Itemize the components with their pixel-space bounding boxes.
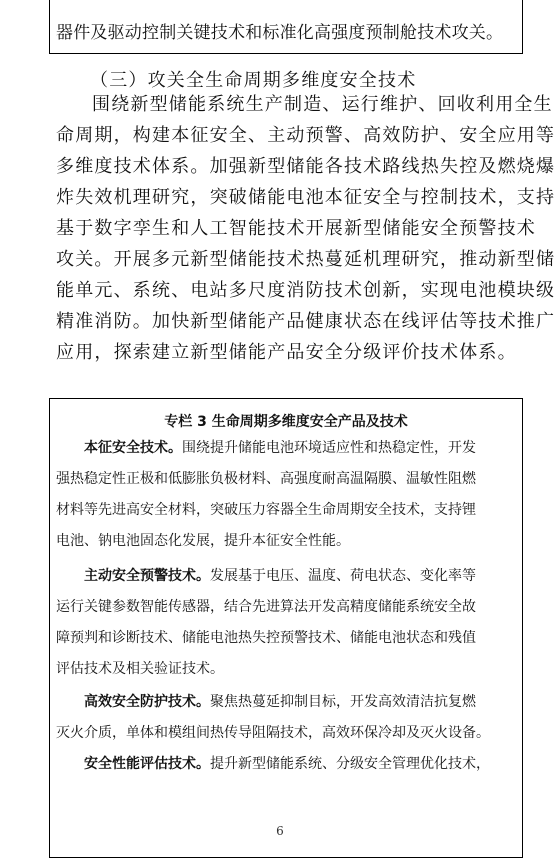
item-line: 运行关键参数智能传感器，结合先进算法开发高精度储能系统安全故	[56, 599, 476, 615]
item-lead: 安全性能评估技术。	[84, 756, 210, 772]
previous-column-box	[49, 0, 523, 54]
item-line: 评估技术及相关验证技术。	[56, 661, 224, 677]
paragraph-line: 命周期，构建本征安全、主动预警、高效防护、安全应用等	[56, 125, 556, 146]
paragraph-line: 能单元、系统、电站多尺度消防技术创新，实现电池模块级	[56, 280, 556, 301]
paragraph-line: 应用，探索建立新型储能产品安全分级评价技术体系。	[56, 342, 517, 363]
column-item-performance-evaluation	[56, 749, 518, 780]
paragraph-line: 精准消防。加快新型储能产品健康状态在线评估等技术推广	[56, 311, 556, 332]
item-lead: 本征安全技术。	[84, 440, 182, 456]
column-title: 专栏 3 生命周期多维度安全产品及技术	[164, 414, 408, 430]
paragraph-line: 炸失效机理研究，突破储能电池本征安全与控制技术，支持	[56, 187, 556, 208]
item-text: 聚焦热蔓延抑制目标，开发高效清洁抗复燃	[210, 694, 476, 710]
paragraph-line: 攻关。开展多元新型储能技术热蔓延机理研究，推动新型储	[56, 249, 556, 270]
paragraph-line: 围绕新型储能系统生产制造、运行维护、回收利用全生	[92, 94, 553, 115]
item-line: 材料等先进高安全材料，突破压力容器全生命周期安全技术，支持锂	[56, 502, 476, 518]
item-line	[56, 561, 518, 592]
section-heading: （三）攻关全生命周期多维度安全技术	[90, 70, 417, 91]
previous-column-text: 器件及驱动控制关键技术和标准化高强度预制舱技术攻关。	[56, 23, 504, 43]
item-line: 强热稳定性正极和低膨胀负极材料、高强度耐高温隔膜、温敏性阻燃	[56, 471, 476, 487]
special-column-box	[49, 398, 523, 858]
item-text: 围绕提升储能电池环境适应性和热稳定性，开发	[182, 440, 476, 456]
paragraph-line: 多维度技术体系。加强新型储能各技术路线热失控及燃烧爆	[56, 156, 556, 177]
body-paragraph	[56, 89, 556, 368]
item-line	[56, 749, 518, 780]
column-item-intrinsic-safety	[56, 433, 518, 557]
item-lead: 高效安全防护技术。	[84, 694, 210, 710]
item-text: 发展基于电压、温度、荷电状态、变化率等	[210, 568, 476, 584]
item-text: 提升新型储能系统、分级安全管理优化技术，	[210, 756, 490, 772]
column-item-active-warning	[56, 561, 518, 685]
paragraph-line: 基于数字孪生和人工智能技术开展新型储能安全预警技术	[56, 218, 536, 239]
page-number: 6	[276, 824, 284, 838]
item-lead: 主动安全预警技术。	[84, 568, 210, 584]
column-item-protection	[56, 687, 518, 749]
item-line	[56, 433, 518, 464]
item-line: 电池、钠电池固态化发展，提升本征安全性能。	[56, 533, 350, 549]
item-line: 灭火介质，单体和模组间热传导阻隔技术，高效环保冷却及灭火设备。	[56, 725, 490, 741]
item-line	[56, 687, 518, 718]
item-line: 障预判和诊断技术、储能电池热失控预警技术、储能电池状态和残值	[56, 630, 476, 646]
